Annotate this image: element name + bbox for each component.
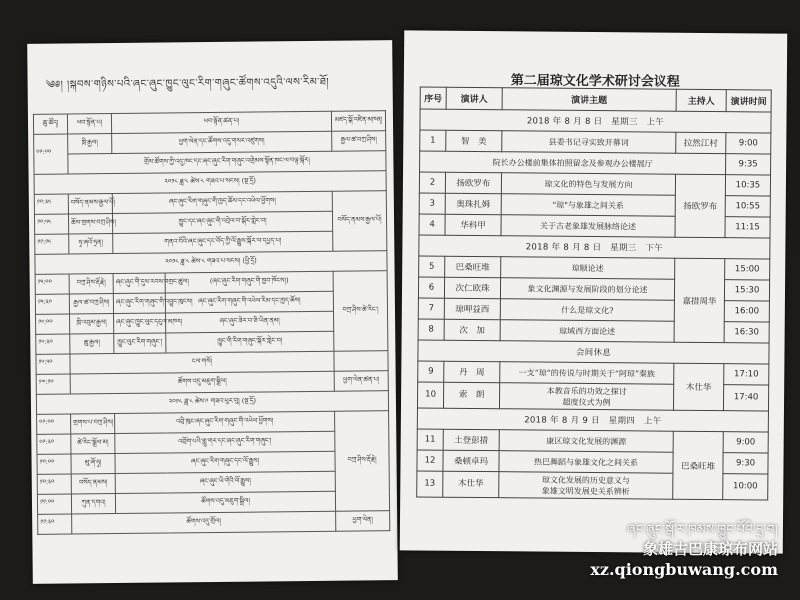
header-host: 主持人 (676, 89, 726, 111)
topic-cell: ཚོགས་འདུ་གྲོལ། (72, 511, 336, 534)
row-number: 5 (419, 256, 445, 277)
time-cell: ༠༩:༠༠ (34, 134, 68, 174)
agenda-title: 第二届琼文化学术研讨会议程 (510, 73, 680, 90)
topic-cell: "琼"与象雄之间关系 (501, 194, 675, 217)
topic-cell: ཕྱག་ལེན་དང་ཚོགས་འདུ་གསར་འཛུགས། (112, 131, 332, 153)
section-header: 2018 年 8 月 9 日 星期四 上午 (417, 408, 768, 432)
topic-cell: ཁྱུང་དང་ཞང་ཞུང་གི་འབྲེལ་བ་སྐོར་གླེང་བ། (112, 211, 332, 233)
topic-cell: 热巴舞蹈与象雄文化之间关系 (499, 451, 673, 474)
watermark-url: xz.qiongbuwang.com (590, 560, 778, 579)
time-cell: 9:00 (723, 432, 768, 453)
time-cell: 10:35 (725, 175, 770, 196)
host-cell: ཕྱག་ལེན་ཚན་པ། (334, 371, 388, 392)
time-cell: ༡༡:༠༠ (37, 494, 71, 514)
watermark-tibetan: ཞང་ཞུང་སྒོ་ར་ཁམས་ཁྱུང་པོའི་དྲ་བ། (627, 522, 778, 536)
topic-cell: འབྲི་ཁུང་ཞང་ཞུང་རིག་གཞུང་གི་འཕེལ་ཕྱོགས། (115, 411, 335, 433)
time-cell: 10:00 (723, 474, 768, 500)
topic-cell: 琼顺论述 (501, 257, 675, 280)
topic-cell: གནའ་བོའི་ཞང་ཞུང་དང་བོད་ཀྱི་ལོ་རྒྱུས་སྐོར་ལ་དཔྱད་པ། (113, 231, 333, 253)
speaker-cell: བསོད་ནམས། (71, 474, 115, 494)
speaker-cell: 华科甲 (445, 214, 501, 235)
table-row (419, 256, 770, 280)
topic-cell: 琼域西方面论述 (500, 320, 674, 343)
header-cell: ཕབ་སྟོན་ཚན་པ། (111, 111, 331, 133)
speaker-cell: 奥珠扎姆 (445, 193, 501, 214)
time-cell: 16:00 (724, 301, 769, 322)
header-number: 序号 (420, 87, 446, 109)
topic-cell: འབྲོག་པའི་གླུ་གར་དང་ཞང་ཞུང་རིག་གཞུང་། (115, 431, 335, 453)
time-cell: ༡༠:༠༠ (37, 454, 71, 474)
section-header: 2018 年 8 月 8 日 星期三 上午 (420, 109, 771, 133)
speaker-cell: 扬欧罗布 (445, 172, 501, 193)
time-cell: ༡༧:༡༠ (36, 374, 70, 394)
time-cell: 15:00 (725, 259, 770, 280)
row-number: 2 (419, 172, 445, 193)
speaker-cell: 智 美 (446, 130, 502, 151)
table-row (419, 172, 770, 196)
break-row: 会间休息 (418, 340, 769, 364)
table-header-row (420, 87, 771, 112)
speaker-cell: 次仁欧珠 (444, 277, 500, 298)
speaker-cell: 次 加 (444, 319, 500, 340)
host-cell: བཀྲ་ཤིས་ཚེ་རིང་། (333, 271, 388, 352)
tibetan-agenda-title: ༄༅། །སྐབས་གཉིས་པའི་ཞང་ཞུང་ཁྱུང་ལུང་རིག་གཞུང་ཚོགས་འདུའི་ལས་རིམ་ཐོ། (45, 76, 330, 91)
time-cell: ༡༠:༣༠ (37, 474, 71, 494)
time-cell: 15:30 (724, 280, 769, 301)
section-header: 2018 年 8 月 8 日 星期三 下午 (419, 235, 770, 259)
host-cell: 拉然江村 (676, 132, 726, 153)
topic-cell: ཁྱུང་ལུང་རིག་གཞུང་། (114, 333, 166, 354)
topic-cell: ཁྱུང་གི་རིག་གཞུང་སྐོར་གླེང་བ། (166, 331, 334, 353)
time-cell: 11:15 (725, 217, 770, 238)
speaker-cell: བཀྲ་ཤིས་རྡོ་རྗེ། (69, 274, 113, 294)
time-cell: ༡༡:༣༠ (38, 514, 72, 534)
topic-cell: ངལ་གསོ། (70, 351, 334, 374)
time-cell: ༡༦:༥༠ (36, 354, 70, 374)
speaker-cell: ཀུན་དགའ། (71, 494, 115, 514)
time-cell: ༡༡:༡༥ (35, 234, 69, 254)
speaker-cell: 索 朗 (443, 382, 499, 408)
speaker-cell: ཁྲི་རྒྱལ། (68, 134, 112, 154)
topic-line-2: 象雄文明发展史关系辨析 (541, 486, 630, 496)
topic-cell: ཞང་ཞུང་ཁྱུང་ལུང་དངུལ་མཁར། (114, 313, 166, 334)
host-cell: བསོད་ནམས་རྒྱལ་པོ། (332, 191, 387, 252)
host-cell: 扬欧罗布 (675, 174, 726, 237)
tibetan-agenda-sheet (27, 40, 398, 584)
section-header: ༢༠༡༨ ཟླ་༨ ཚེས་༩ གཟའ་ཕུར་བུ། (སྔ་དྲོ) (36, 391, 388, 415)
topic-cell: 关于古老象雄发展脉络论述 (501, 215, 675, 238)
chinese-agenda-sheet (400, 30, 788, 553)
topic-line-2: 超度仪式为例 (562, 397, 611, 407)
topic-cell: (ཞང་ཞུང་རིག་གཞུང་གི་ཁྱབ་ཁོངས།) (165, 271, 333, 293)
tibetan-agenda-table (33, 110, 390, 535)
speaker-cell: ཧྭ་ཞའོ་ཧྲན། (69, 234, 113, 254)
time-cell: 17:40 (723, 385, 768, 411)
row-number: 8 (418, 319, 444, 340)
row-number: 6 (418, 277, 444, 298)
host-cell: རྒྱལ་ཚ་བཀྲ་ཤིས། (332, 131, 386, 152)
topic-cell: 什么是琼文化? (500, 299, 674, 322)
topic-cell: ཚོགས་འདུ་མཇུག་སྒྲིལ། (115, 491, 335, 513)
row-number: 3 (419, 193, 445, 214)
time-cell: ༡༥:༠༠ (35, 274, 69, 294)
table-row (38, 511, 390, 535)
host-cell: 木仕华 (673, 363, 723, 410)
header-topic: 演讲主题 (502, 88, 676, 112)
speaker-cell: 琼呷益西 (444, 298, 500, 319)
topic-cell: ཞང་ཞུང་རིག་གཞུང་གི་འབྱུང་ཁུངས། (113, 293, 165, 314)
topic-cell (499, 472, 673, 500)
row-number: 4 (419, 214, 445, 235)
row-number: 10 (417, 382, 443, 408)
table-row (420, 151, 771, 175)
topic-cell (499, 383, 673, 411)
topic-cell: 象文化渊源与发展阶段的划分论述 (500, 278, 674, 301)
table-row (417, 429, 768, 453)
topic-cell: 康区琼文化发展的渊源 (499, 430, 673, 453)
table-row (418, 361, 769, 385)
header-cell: ཕབ་སྟོན་པ། (67, 114, 111, 134)
topic-cell: ཞང་ཞུང་ཡི་གེའི་ལོ་རྒྱུས། (115, 471, 335, 493)
table-row (34, 191, 386, 215)
time-cell: ༡༥:༣༠ (35, 294, 69, 314)
time-cell: 16:30 (724, 322, 769, 343)
row-number: 9 (418, 361, 444, 382)
topic-line-1: 本教音乐的功效之探讨 (546, 386, 627, 396)
header-speaker: 演讲人 (446, 87, 502, 109)
speaker-cell: 桑顿卓玛 (443, 450, 499, 471)
topic-cell: 院长办公楼前集体拍照留念及参观办公楼展厅 (420, 151, 726, 175)
topic-cell: ཞང་ཞུང་རིག་གཞུང་གི་ཁྱད་ཆོས་དང་འཕེལ་ཕྱོགས། (112, 191, 332, 213)
speaker-cell: བསོད་ནམས་རྒྱལ་པོ། (68, 194, 112, 214)
topic-cell: 县委书记寻实致开幕词 (502, 131, 676, 154)
section-header: ༢༠༡༨ ཟླ་༨ ཚེས་༨ གཟའ་པ་སངས། (སྔ་དྲོ) (34, 171, 386, 195)
row-number: 13 (417, 471, 443, 497)
time-cell: 17:10 (724, 364, 769, 385)
speaker-cell: 巴桑旺堆 (445, 256, 501, 277)
topic-cell: ཞང་ཞུང་གི་དུས་རབས་བགྲང་ཚུལ། (113, 273, 165, 294)
topic-cell: ཞང་ཞུང་རིག་གཞུང་གི་འཕེལ་རིམ་དང་ཁྱད་ཆོས། (165, 291, 333, 313)
time-cell: ༡༠:༥༥ (34, 214, 68, 234)
topic-cell: 琼文化的特色与发展方向 (501, 173, 675, 196)
header-time: 演讲时间 (726, 90, 771, 112)
host-cell: བཀྲ་ཤིས་རྡོ་རྗེ། (335, 411, 390, 512)
time-cell: ༡༦:༠༠ (36, 314, 70, 334)
table-row (35, 271, 387, 295)
time-cell: ༡༦:༣༠ (36, 334, 70, 354)
time-cell: 9:30 (723, 453, 768, 474)
speaker-cell: 土登彭措 (443, 429, 499, 450)
topic-cell: 一支“琼”的传说与时期关于“阿琼”秦族 (500, 362, 674, 385)
speaker-cell: 丹 周 (444, 361, 500, 382)
speaker-cell: ཆུ་རྒྱལ། (70, 334, 114, 354)
table-row (37, 411, 389, 435)
host-cell: 巴桑旺堆 (673, 431, 724, 499)
row-number: 11 (417, 429, 443, 450)
host-cell: ཕྱག་ལེན། (336, 511, 390, 532)
table-row (420, 130, 771, 154)
row-number: 12 (417, 450, 443, 471)
time-cell: 10:55 (725, 196, 770, 217)
chinese-agenda-table (416, 86, 772, 500)
watermark-site-name: 象雄古巴康琼布网站 (642, 540, 778, 558)
topic-cell: ཞང་ཞུང་རིག་གཞུང་དང་ལོ་རྒྱུས། (115, 451, 335, 473)
topic-cell: ཞང་ཞུང་ཟེར་བ་ཅི་ཡིན་ནམ། (166, 311, 334, 333)
section-header: ༢༠༡༨ ཟླ་༨ ཚེས་༨ གཟའ་པ་སངས། (ཕྱི་དྲོ) (35, 251, 387, 275)
speaker-cell: མུ་ཞོ་ཧྭ། (71, 454, 115, 474)
speaker-cell: ཆོས་གྲགས་བཀྲ་ཤིས། (68, 214, 112, 234)
header-cell: མཛད་སྒོ་འཛིན་མཁན། (331, 111, 385, 132)
time-cell: 9:35 (726, 154, 771, 175)
header-cell: ཆུ་ཚོད། (33, 114, 67, 134)
time-cell: 9:00 (726, 133, 771, 154)
time-cell: ༡༠:༣༥ (34, 194, 68, 214)
topic-cell: ཚོགས་འདུ་མཇུག་སྒྲིལ། (70, 371, 334, 394)
host-cell: 嘉措周华 (674, 258, 725, 342)
time-cell: ༠༩:༣༠ (37, 434, 71, 454)
speaker-cell: ཚེ་རིང་སྒྲོལ་མ། (71, 434, 115, 454)
speaker-cell: ཁྲི་འབུམ་རྒྱལ། (70, 314, 114, 334)
speaker-cell: 木仕华 (443, 471, 499, 497)
topic-cell: གྲོས་ཚོགས་ཀྱི་འདུ་ཁང་དང་ཞང་ཞུང་རིག་གཞུང་འགྲེམས་སྟོན་ཁང་ལ་བལྟ་སྐོར། (68, 151, 386, 174)
speaker-cell: རྒྱལ་ཚ་བཀྲ་ཤིས། (69, 294, 113, 314)
time-cell: ༠༩:༠༠ (37, 414, 71, 434)
row-number: 7 (418, 298, 444, 319)
speaker-cell: གྲགས་པ་བཀྲ་ཤིས། (71, 414, 115, 434)
host-cell (334, 351, 388, 372)
topic-line-1: 琼文化发展的历史意义与 (541, 475, 630, 485)
row-number: 1 (420, 130, 446, 151)
